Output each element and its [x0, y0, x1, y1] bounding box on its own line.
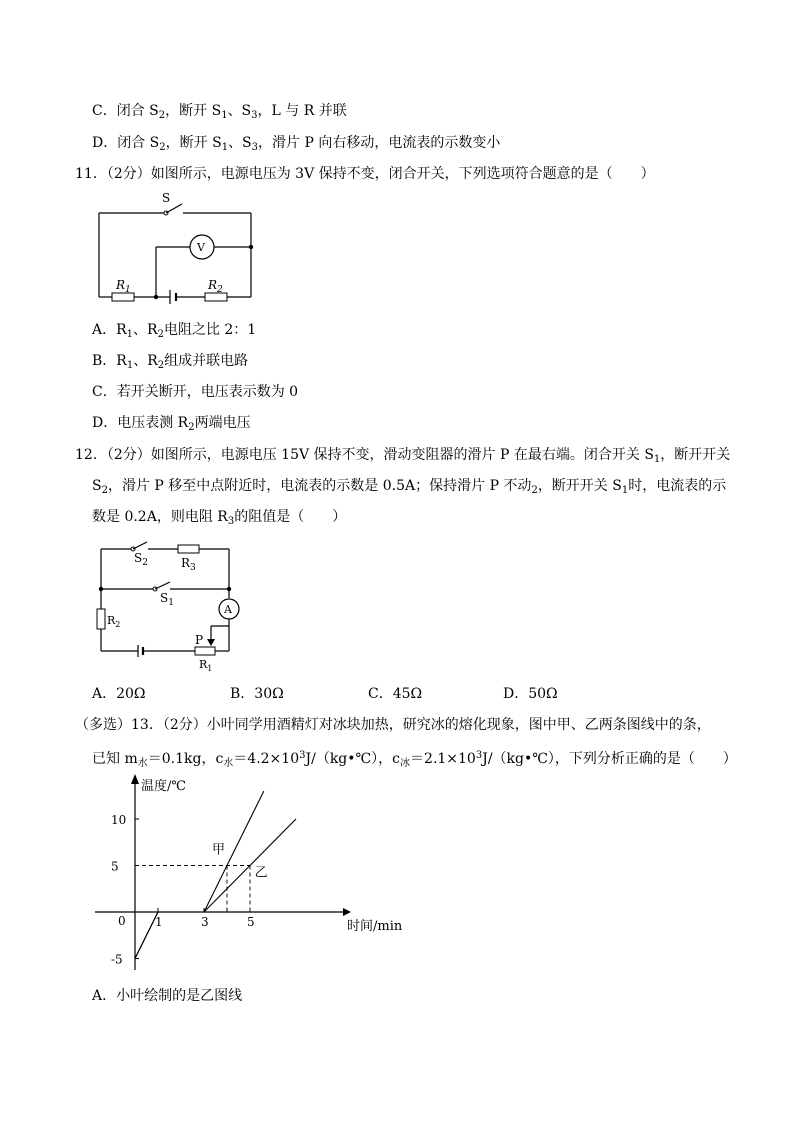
q12-option-c: C．45Ω: [368, 686, 423, 702]
q10-option-c: C．闭合 $S_2$，断开 $S_1$、$S_3$，L 与 R 并联: [92, 103, 347, 121]
p-label: P: [195, 633, 204, 647]
resistor-r2: [97, 609, 105, 629]
q12-stem-line-1: 12．（2分）如图所示，电源电压 15V 保持不变，滑动变阻器的滑片 P 在最右端。闭合开关 $S_1$，断开开关: [75, 447, 731, 465]
q12-option-a: A．20Ω: [92, 686, 146, 702]
rheostat-r1: [195, 647, 215, 655]
s2-label: $S_2$: [134, 551, 148, 568]
y-tick-label: -5: [111, 952, 123, 967]
q13-option-a: A．小叶绘制的是乙图线: [92, 988, 243, 1004]
q10-option-d: D．闭合 $S_2$，断开 $S_1$、$S_3$，滑片 P 向右移动，电流表的示数变小: [92, 135, 501, 153]
r3-label: $R_3$: [181, 556, 196, 573]
q11-circuit-diagram: [90, 190, 265, 305]
r1-label: $R_1$: [116, 278, 131, 295]
s1-label: $S_1$: [160, 591, 174, 608]
q11-stem: 11．（2分）如图所示，电源电压为 3V 保持不变，闭合开关，下列选项符合题意的是（ ）: [75, 166, 655, 182]
y-tick-label: 10: [111, 813, 127, 827]
x-axis-label: 时间/min: [347, 919, 403, 934]
q13-stem-line-2: 已知 $m_水=0.1kg$，$c_水=4.2\times 10^3J/(kg•℃)$，$c_冰=2.1\times 10^3J/(kg•℃)$，下列分析正确的是（ ）: [92, 750, 737, 769]
x-axis-arrow-icon: [343, 908, 351, 916]
q11-option-a: A．$R_1$、$R_2$电阻之比 2：1: [92, 322, 257, 340]
voltmeter-label: V: [197, 241, 205, 254]
r2-label: $R_2$: [107, 614, 121, 629]
q12-stem-line-3: 数是 0.2A，则电阻 $R_3$的阻值是（ ）: [92, 509, 347, 527]
q12-circuit-diagram: [90, 538, 250, 673]
series-line-jia: [135, 791, 264, 958]
q13-stem-line-1: （多选）13．（2分）小叶同学用酒精灯对冰块加热，研究冰的熔化现象，图中甲、乙两条图线中的条，: [75, 717, 711, 733]
r2-label: $R_2$: [208, 278, 223, 295]
q12-stem-line-2: $S_2$，滑片 P 移至中点附近时，电流表的示数是 0.5A；保持滑片 P 不动$_2$，断开开关 $S_1$时，电流表的示: [92, 478, 727, 496]
q11-option-d: D．电压表测 $R_2$两端电压: [92, 415, 251, 433]
q12-option-d: D．50Ω: [503, 686, 558, 702]
x-tick-label: 5: [247, 915, 255, 929]
ammeter-label: A: [224, 603, 232, 616]
q11-option-b: B．$R_1$、$R_2$组成并联电路: [92, 353, 249, 371]
series-label-yi: 乙: [254, 865, 268, 881]
series-label-jia: 甲: [212, 842, 226, 858]
y-tick-label: 5: [111, 859, 119, 874]
q12-option-b: B．30Ω: [230, 686, 284, 702]
q13-temperature-time-chart: [95, 770, 415, 980]
resistor-r3: [178, 545, 199, 553]
x-tick-label: 3: [201, 915, 209, 929]
switch-label: S: [162, 191, 171, 205]
q11-option-c: C．若开关断开，电压表示数为 0: [92, 384, 299, 400]
slider-arrow-icon: [207, 639, 215, 646]
y-axis-arrow-icon: [131, 774, 139, 784]
x-tick-label: 1: [155, 915, 163, 929]
y-axis-label: 温度/℃: [141, 779, 186, 794]
y-tick-label: 0: [118, 914, 126, 928]
resistor-r2: [205, 293, 227, 301]
r1-label: $R_1$: [199, 658, 213, 673]
